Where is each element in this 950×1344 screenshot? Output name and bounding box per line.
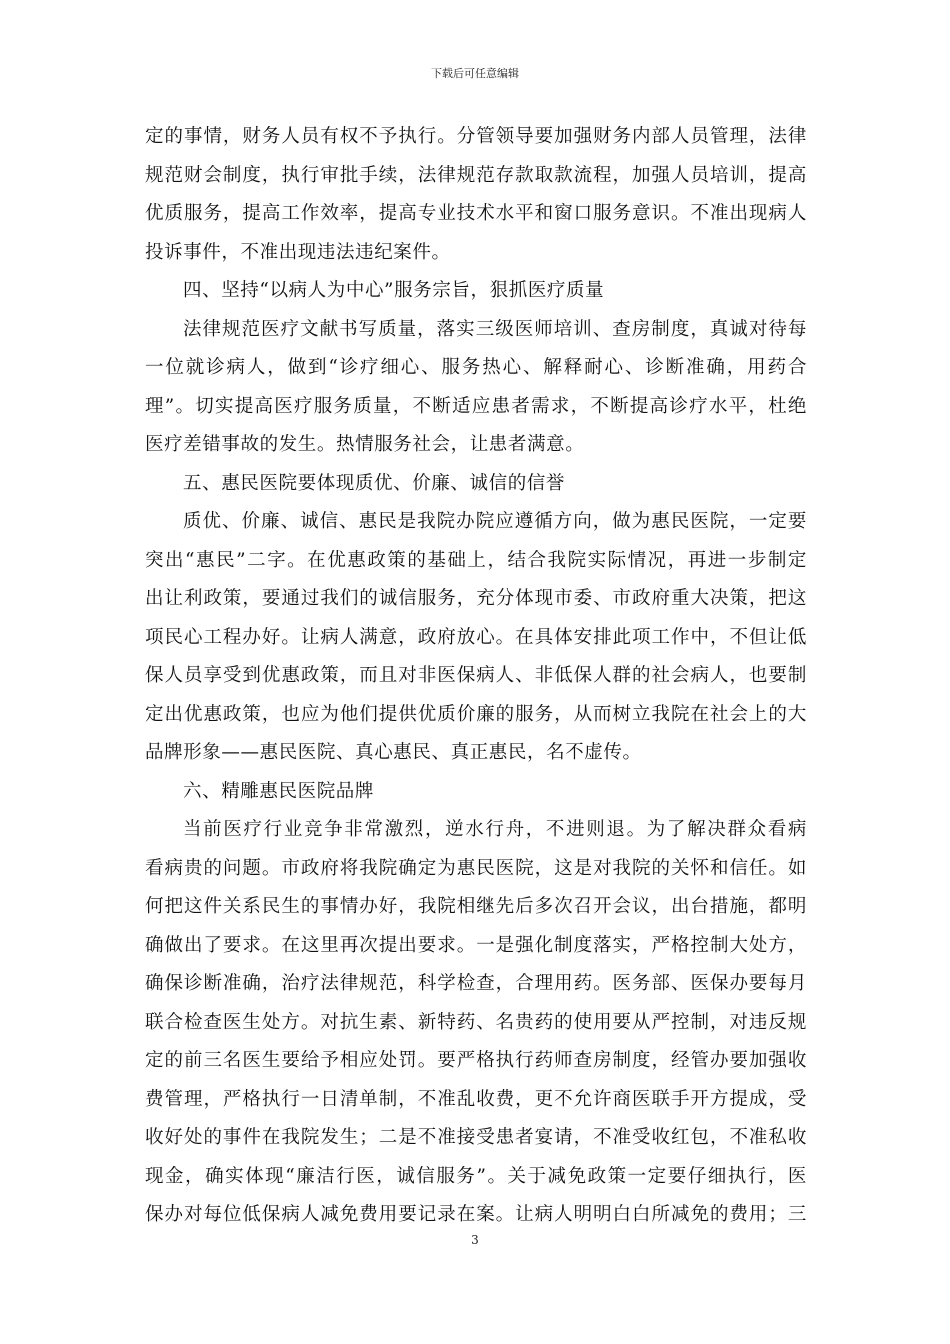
text-line: 投诉事件，不准出现违法违纪案件。: [145, 241, 451, 263]
text-line: 定的事情，财务人员有权不予执行。分管领导要加强财务内部人员管理，法律: [145, 126, 807, 147]
page-number: 3: [471, 1233, 479, 1247]
text-line: 确保诊断准确，治疗法律规范，科学检查，合理用药。医务部、医保办要每月: [145, 973, 807, 994]
text-line: 规范财会制度，执行审批手续，法律规范存款取款流程，加强人员培训，提高: [145, 164, 807, 186]
text-line: 六、精雕惠民医院品牌: [183, 780, 375, 802]
text-line: 突出“惠民”二字。在优惠政策的基础上，结合我院实际情况，再进一步制定: [145, 549, 807, 571]
text-line: 质优、价廉、诚信、惠民是我院办院应遵循方向，做为惠民医院，一定要: [183, 511, 807, 532]
text-line: 看病贵的问题。市政府将我院确定为惠民医院，这是对我院的关怀和信任。如: [145, 857, 807, 879]
text-line: 优质服务，提高工作效率，提高专业技术水平和窗口服务意识。不准出现病人: [145, 203, 807, 224]
text-line: 项民心工程办好。让病人满意，政府放心。在具体安排此项工作中，不但让低: [145, 626, 807, 648]
text-line: 医疗差错事故的发生。热情服务社会，让患者满意。: [145, 434, 585, 455]
text-line: 品牌形象——惠民医院、真心惠民、真正惠民，名不虚传。: [145, 742, 642, 763]
text-line: 法律规范医疗文献书写质量，落实三级医师培训、查房制度，真诚对待每: [183, 318, 807, 340]
document-body: [145, 118, 807, 1235]
text-line: 定出优惠政策，也应为他们提供优质价廉的服务，从而树立我院在社会上的大: [145, 703, 807, 725]
text-line: 当前医疗行业竞争非常激烈，逆水行舟，不进则退。为了解决群众看病: [183, 819, 807, 840]
text-line: 确做出了要求。在这里再次提出要求。一是强化制度落实，严格控制大处方，: [145, 934, 807, 956]
text-line: 保人员享受到优惠政策，而且对非医保病人、非低保人群的社会病人，也要制: [145, 665, 807, 686]
text-line: 五、惠民医院要体现质优、价廉、诚信的信誉: [183, 472, 566, 494]
page-header-note: 下载后可任意编辑: [431, 67, 519, 80]
text-line: 出让利政策，要通过我们的诚信服务，充分体现市委、市政府重大决策，把这: [145, 588, 807, 609]
text-line: 保办对每位低保病人减免费用要记录在案。让病人明明白白所减免的费用；三: [145, 1204, 807, 1225]
text-line: 理”。切实提高医疗服务质量，不断适应患者需求，不断提高诊疗水平，杜绝: [145, 395, 807, 417]
text-line: 四、坚持“以病人为中心”服务宗旨，狠抓医疗质量: [183, 280, 605, 301]
text-line: 费管理，严格执行一日清单制，不准乱收费，更不允许商医联手开方提成，受: [145, 1088, 807, 1110]
text-line: 现金，确实体现“廉洁行医，诚信服务”。关于减免政策一定要仔细执行，医: [145, 1165, 807, 1187]
text-line: 收好处的事件在我院发生；二是不准接受患者宴请，不准受收红包，不准私收: [145, 1127, 807, 1148]
text-line: 定的前三名医生要给予相应处罚。要严格执行药师查房制度，经管办要加强收: [145, 1050, 807, 1071]
text-line: 联合检查医生处方。对抗生素、新特药、名贵药的使用要从严控制，对违反规: [145, 1011, 807, 1033]
text-line: 一位就诊病人，做到“诊疗细心、服务热心、解释耐心、诊断准确，用药合: [145, 357, 807, 378]
text-line: 何把这件关系民生的事情办好，我院相继先后多次召开会议，出台措施，都明: [145, 896, 807, 917]
